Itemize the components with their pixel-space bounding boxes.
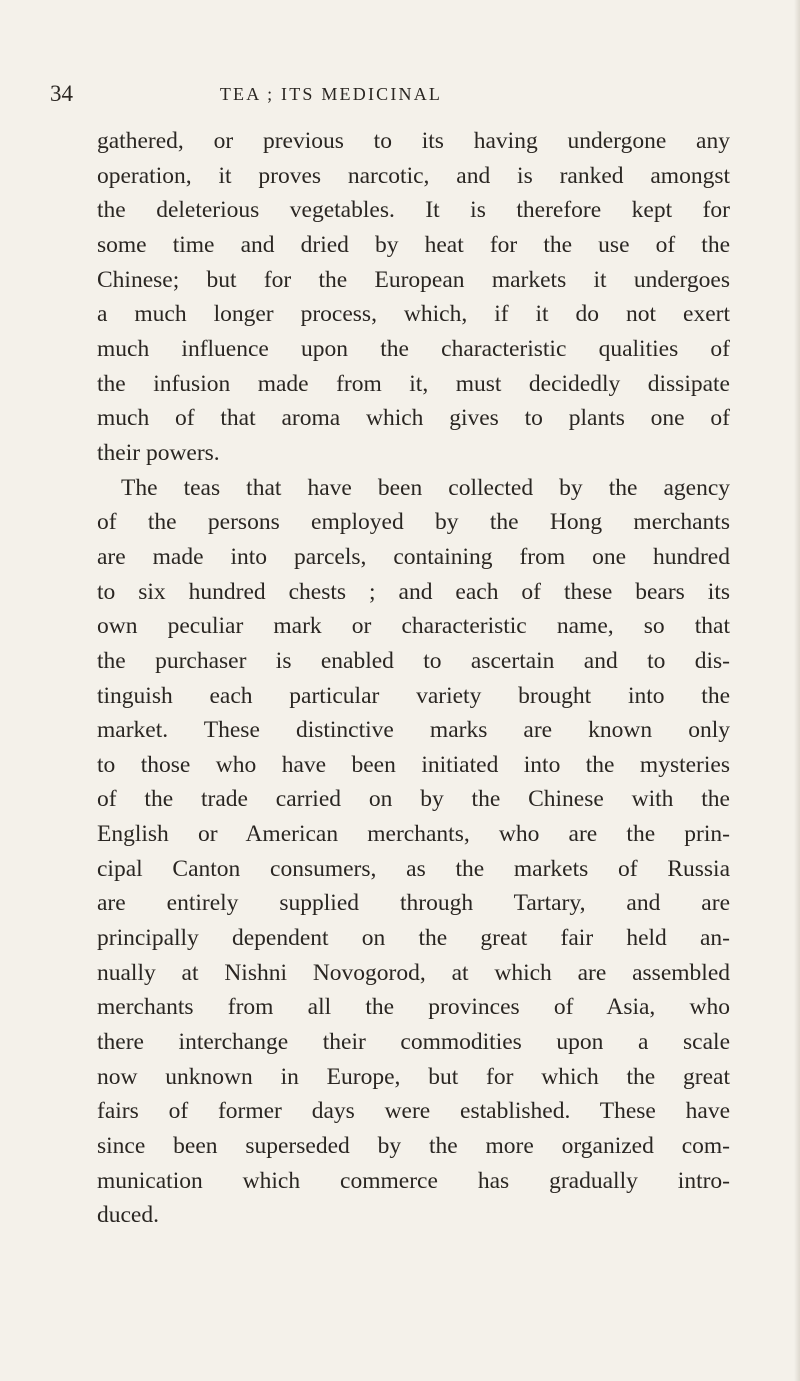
- paragraph-2: [97, 471, 730, 1233]
- text-line: tinguish each particular variety brought into the: [97, 682, 730, 709]
- text-line: of the persons employed by the Hong merchants: [97, 509, 730, 536]
- text-line: to those who have been initiated into the mysteries: [97, 751, 730, 778]
- text-line: the infusion made from it, must decidedly dissipate: [97, 370, 730, 397]
- text-line: now unknown in Europe, but for which the great: [97, 1063, 730, 1090]
- text-line: nually at Nishni Novogorod, at which are assembled: [97, 959, 730, 986]
- text-line: some time and dried by heat for the use of the: [97, 231, 730, 258]
- text-line: munication which commerce has gradually intro-: [97, 1167, 730, 1194]
- text-line: their powers.: [97, 439, 220, 466]
- text-line: merchants from all the provinces of Asia, who: [97, 994, 730, 1021]
- text-line: are entirely supplied through Tartary, and are: [97, 890, 730, 917]
- text-line: much influence upon the characteristic qualities of: [97, 335, 730, 362]
- running-head: TEA ; ITS MEDICINAL: [219, 84, 443, 104]
- text-line: the deleterious vegetables. It is therefore kept for: [97, 197, 730, 224]
- text-line: gathered, or previous to its having undergone any: [97, 128, 730, 154]
- text-line: to six hundred chests ; and each of these bears its: [97, 578, 730, 605]
- page-edge-shadow: [794, 0, 800, 1381]
- text-line: since been superseded by the more organized com-: [97, 1133, 730, 1160]
- paragraph-1: [97, 124, 730, 471]
- text-line: of the trade carried on by the Chinese with the: [97, 786, 730, 813]
- text-line: own peculiar mark or characteristic name, so that: [97, 613, 730, 640]
- text-line: the purchaser is enabled to ascertain and to dis-: [97, 647, 730, 674]
- text-line: are made into parcels, containing from one hundred: [97, 543, 730, 570]
- body-text: [97, 124, 730, 1233]
- text-line: operation, it proves narcotic, and is ranked amongst: [97, 162, 730, 189]
- text-line: market. These distinctive marks are known only: [97, 717, 730, 744]
- text-line: English or American merchants, who are the prin-: [97, 821, 730, 848]
- text-line: fairs of former days were established. These have: [97, 1098, 730, 1125]
- page-number: 34: [50, 81, 73, 106]
- text-line: Chinese; but for the European markets it undergoes: [97, 266, 730, 293]
- text-line: a much longer process, which, if it do not exert: [97, 301, 730, 328]
- text-line: principally dependent on the great fair held an-: [97, 925, 730, 952]
- text-line: much of that aroma which gives to plants one of: [97, 405, 730, 432]
- text-line: The teas that have been collected by the agency: [121, 474, 730, 501]
- text-line: duced.: [97, 1202, 159, 1229]
- text-line: there interchange their commodities upon a scale: [97, 1029, 730, 1056]
- text-line: cipal Canton consumers, as the markets of Russia: [97, 855, 730, 882]
